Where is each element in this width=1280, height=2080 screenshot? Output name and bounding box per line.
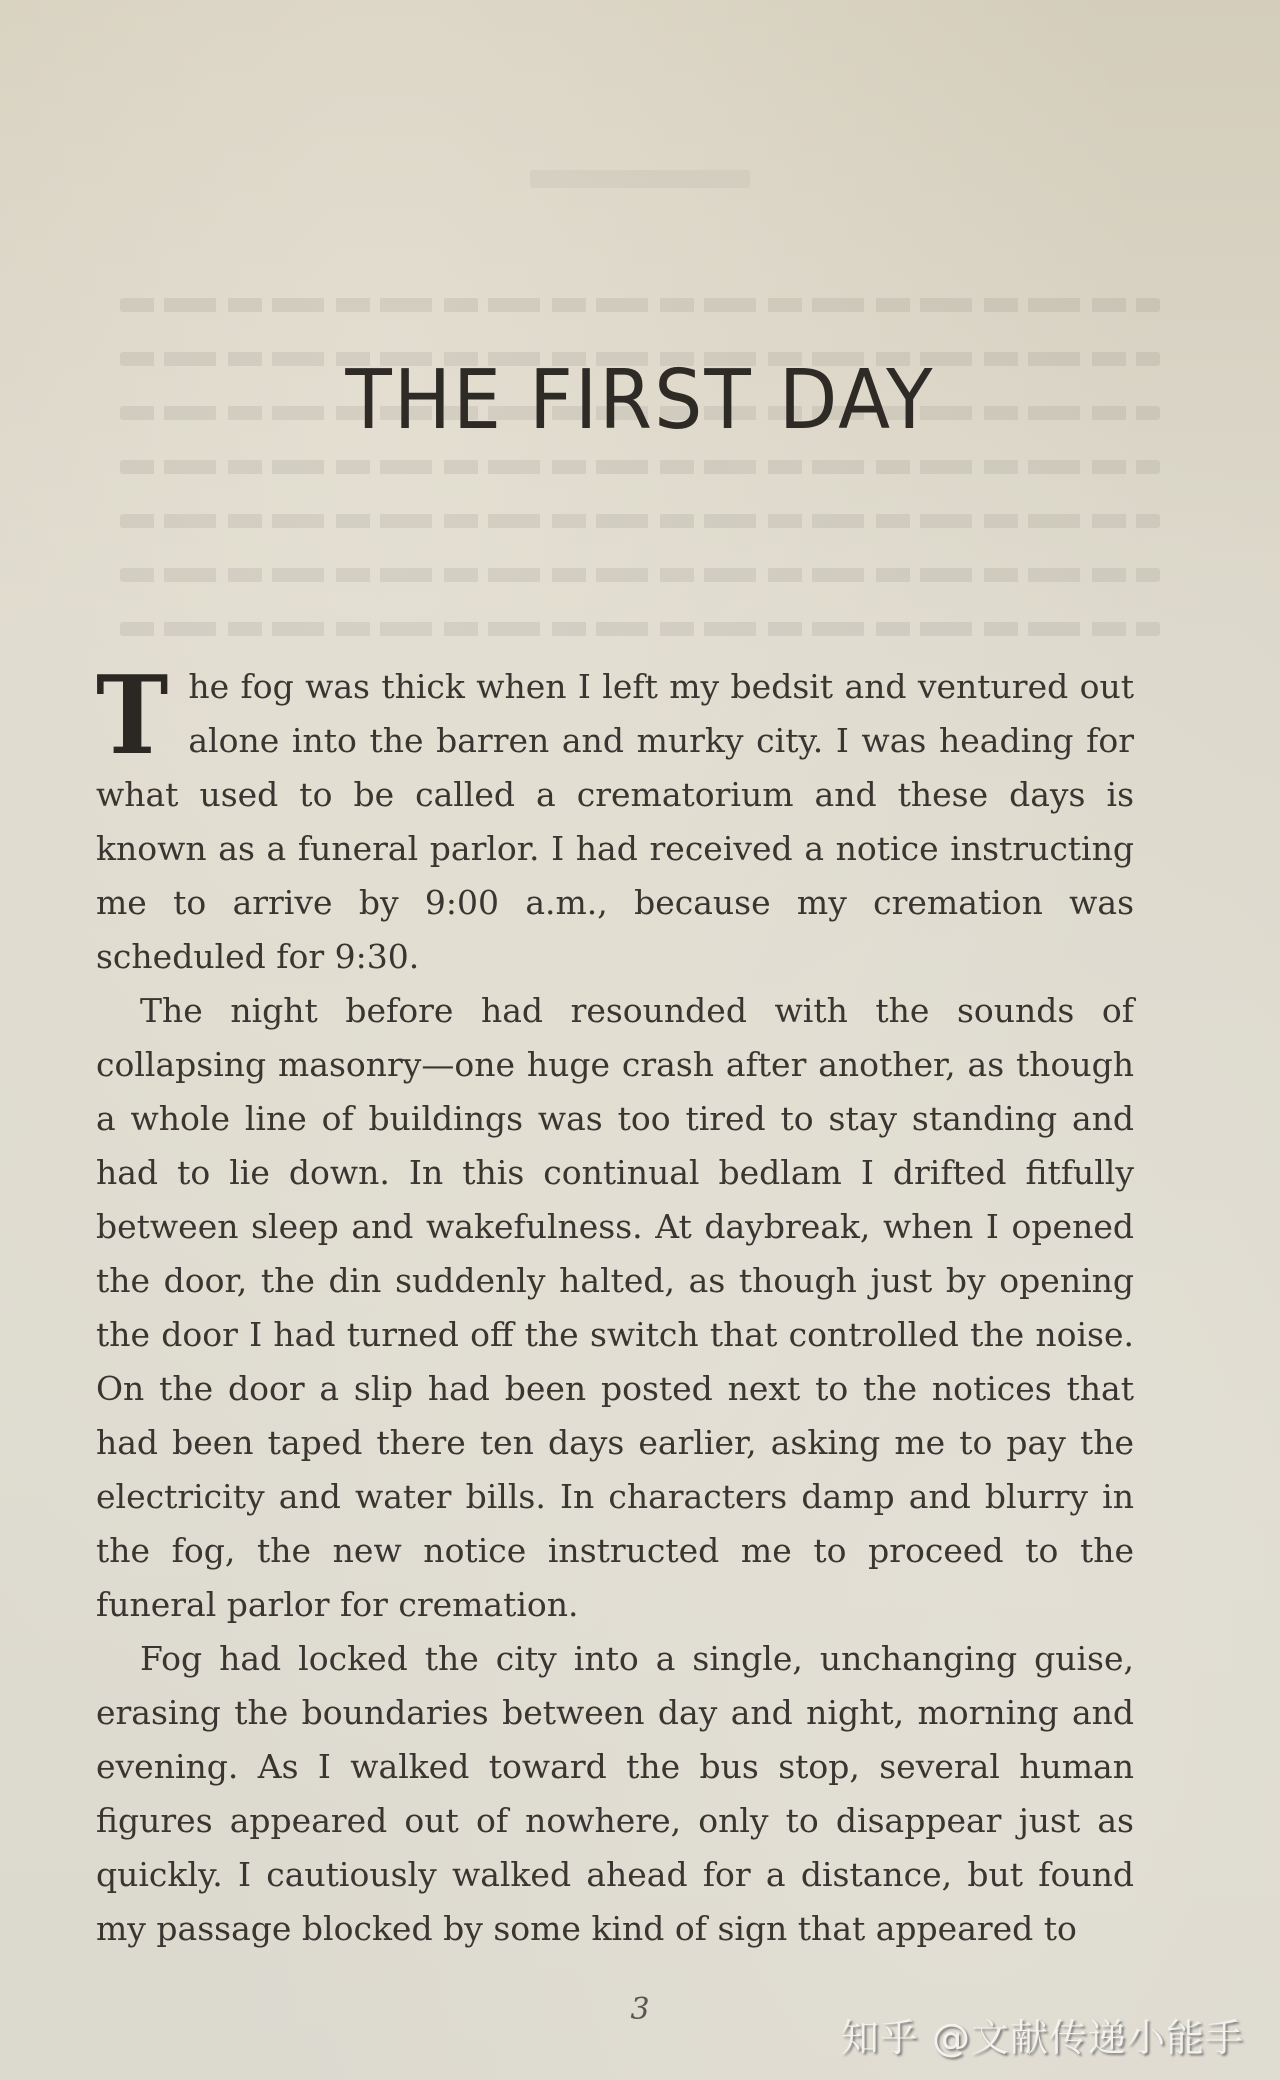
watermark: 知乎 @文献传递小能手 (840, 2016, 1244, 2060)
paragraph-2: The night before had resounded with the sounds of collapsing masonry—one huge crash after another, as though a whole line of buildings was too tired to stay standing and had to lie down. In this continual bedlam I drifted fitfully between sleep and wakefulness. At daybreak, when I opened the door, the din suddenly halted, as though just by opening the door I had turned off the switch that controlled the noise. On the door a slip had been posted next to the notices that had been taped there ten days earlier, asking me to pay the electricity and water bills. In characters damp and blurry in the fog, the new notice instructed me to proceed to the funeral parlor for cremation. (96, 991, 1134, 1624)
drop-cap: T (96, 653, 169, 779)
paragraph-3: Fog had locked the city into a single, unchanging guise, erasing the boundaries between day and night, morning and evening. As I walked toward the bus stop, several human figures appeared out of nowhere, only to disappear just as quickly. I cautiously walked ahead for a distance, but found my passage blocked by some kind of sign that appeared to (96, 1639, 1134, 1948)
body-text (96, 653, 1134, 1956)
page-number: 3 (630, 1992, 650, 2027)
paragraph-1-text: he fog was thick when I left my bedsit and ventured out alone into the barren and murky city. I was heading for what used to be called a crematorium and these days is known as a funeral parlor. I had received a notice instructing me to arrive by 9:00 a.m., because my cremation was scheduled for 9:30. (96, 667, 1134, 976)
paragraph-1 (96, 653, 1134, 984)
chapter-title: THE FIRST DAY (345, 351, 935, 448)
